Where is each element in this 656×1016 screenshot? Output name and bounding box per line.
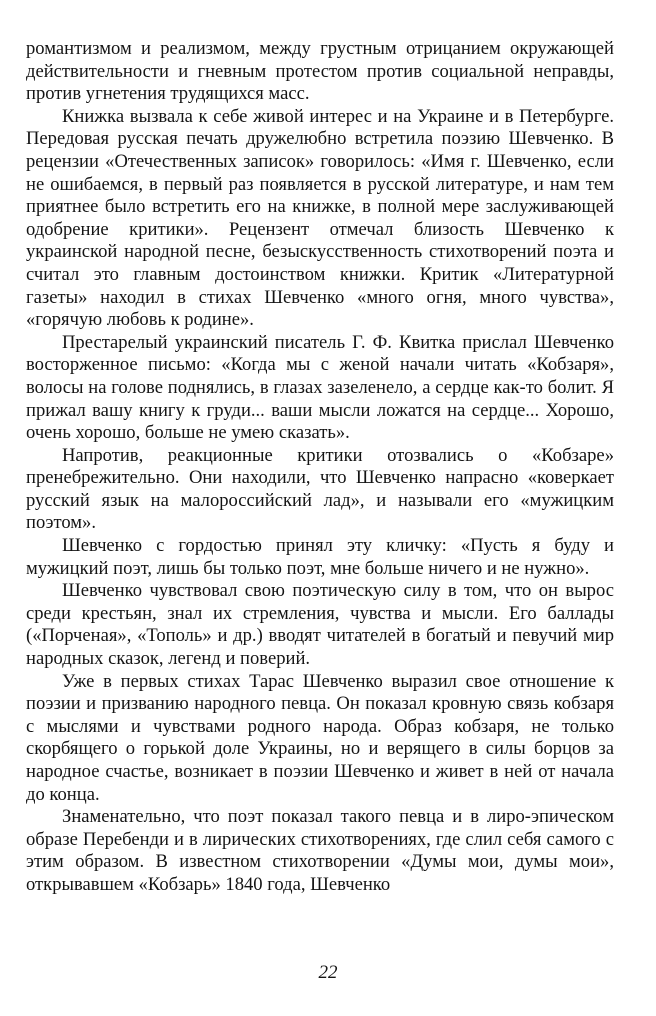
paragraph-8: Знаменательно, что поэт показал такого певца и в лиро-эпическом образе Перебенди и в лирических стихотворениях, где слил себя самого с этим образом. В известном стихотворении «Думы мои, думы мои», открывавшем «Кобзарь» 1840 года, Шевченко [26, 806, 614, 895]
paragraph-1: романтизмом и реализмом, между грустным отрицанием окружающей действительности и гневным протестом против социальной неправды, против угнетения трудящихся масс. [26, 38, 614, 105]
paragraph-6: Шевченко чувствовал свою поэтическую силу в том, что он вырос среди крестьян, знал их стремления, чувства и мысли. Его баллады («Порченая», «Тополь» и др.) вводят читателей в богатый и певучий мир народных сказок, легенд и поверий. [26, 580, 614, 670]
paragraph-4: Напротив, реакционные критики отозвались о «Кобзаре» пренебрежительно. Они находили, что Шевченко напрасно «коверкает русский язык на малороссийский лад», и называли его «мужицким поэтом». [26, 444, 614, 534]
paragraph-3: Престарелый украинский писатель Г. Ф. Квитка прислал Шевченко восторженное письмо: «Когда мы с женой начали читать «Кобзаря», волосы на голове поднялись, в глазах зазеленело, а сердце как-то болит. Я прижал вашу книгу к груди... ваши мысли ложатся на сердце... Хорошо, очень хорошо, больше не умею сказать». [26, 331, 614, 444]
paragraph-5: Шевченко с гордостью принял эту кличку: «Пусть я буду и мужицкий поэт, лишь бы только поэт, мне больше ничего и не нужно». [26, 535, 614, 579]
paragraph-7: Уже в первых стихах Тарас Шевченко выразил свое отношение к поэзии и призванию народного певца. Он показал кровную связь кобзаря с мыслями и чувствами родного народа. Образ кобзаря, не только скорбящего о горькой доле Украины, но и верящего в силы борцов за народное счастье, возникает в поэзии Шевченко и живет в ней от начала до конца. [26, 670, 614, 805]
paragraph-2: Книжка вызвала к себе живой интерес и на Украине и в Петербурге. Передовая русская печать дружелюбно встретила поэзию Шевченко. В рецензии «Отечественных записок» говорилось: «Имя г. Шевченко, если не ошибаемся, в первый раз появляется в русской литературе, и нам тем приятнее было встретить его на книжке, в полной мере заслуживающей одобрение критики». Рецензент отмечал близость Шевченко к украинской народной песне, безыскусственность стихотворений поэта и считал это главным достоинством книжки. Критик «Литературной газеты» находил в стихах Шевченко «много огня, много чувства», «горячую любовь к родине». [26, 105, 614, 331]
page-body [26, 38, 614, 897]
page-number: 22 [318, 962, 338, 983]
